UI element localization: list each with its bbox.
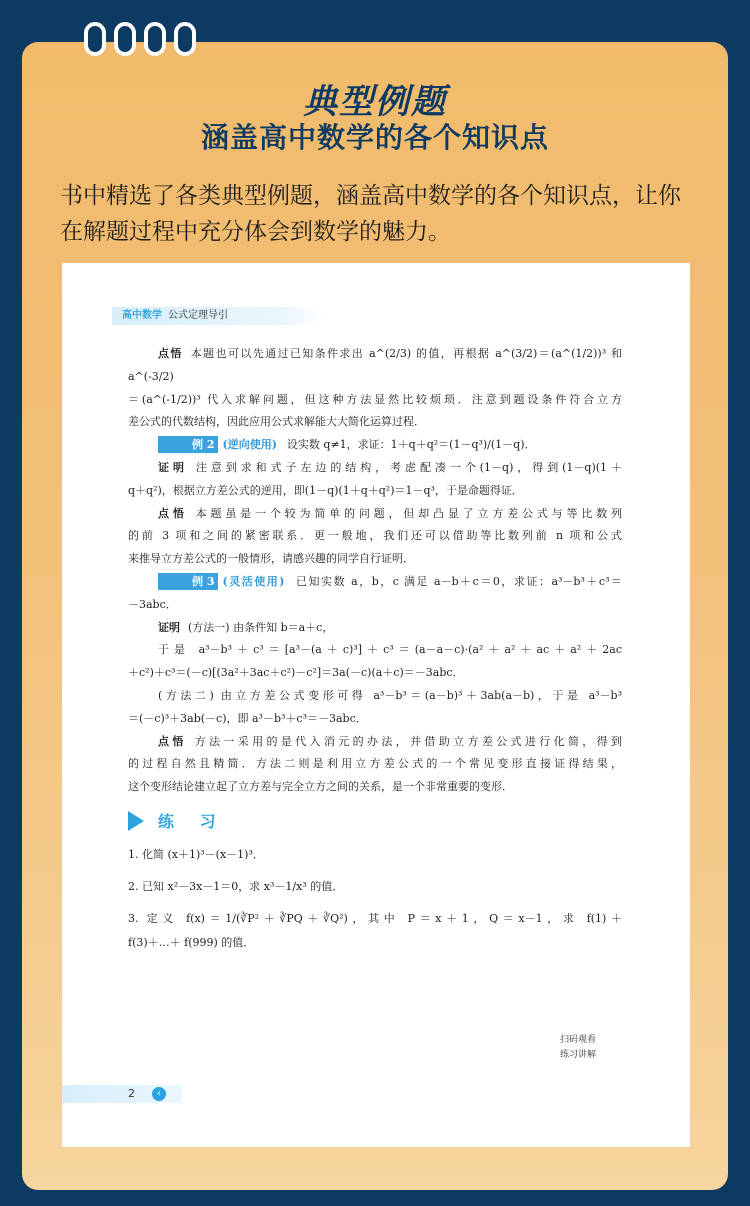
headline: 典型例题 (303, 82, 447, 122)
text-line: 的前 3 项和之间的紧密联系．更一般地，我们还可以借助等比数列前 n 项和公式 (128, 529, 622, 543)
example-2: 例 2 (逆向使用) 设实数 q≠1，求证：1＋q＋q²＝(1－q³)/(1－q)． (128, 434, 622, 457)
book-page (62, 263, 690, 1147)
practice-item: f(3)＋…＋ f(999) 的值． (128, 936, 255, 949)
chevron-left-icon: ‹ (152, 1087, 166, 1101)
text-line: 来推导立方差公式的一般情形，请感兴趣的同学自行证明． (128, 552, 414, 566)
text-line: q＋q²)，根据立方差公式的逆用，即(1－q)(1＋q＋q²)＝1－q³，于是命题得证． (128, 483, 523, 497)
ring-icon (114, 22, 136, 56)
text-line: ＝(－c)³＋3ab(－c)，即 a³－b³＋c³＝－3abc． (128, 711, 367, 725)
subhead: 涵盖高中数学的各个知识点 (200, 121, 549, 154)
example-tag: (灵活使用) (222, 574, 285, 588)
keyword: 证明 (158, 460, 188, 474)
ring-icon (84, 22, 106, 56)
text-line: ＝(a^(-1/2))³ 代入求解问题，但这种方法显然比较烦琐．注意到题设条件符合立方 (128, 392, 622, 406)
binder-rings (84, 22, 196, 56)
practice-list (128, 843, 622, 963)
ring-icon (144, 22, 166, 56)
practice-item: 1. 化简 (x＋1)³－(x－1)³． (128, 848, 264, 861)
text-line: 这个变形结论建立起了立方差与完全立方之间的关系，是一个非常重要的变形． (128, 780, 513, 794)
page-number: 2 (128, 1087, 135, 1100)
keyword: 点悟 (158, 734, 187, 748)
example-label: 例 3 (158, 573, 218, 590)
scan-hint: 扫码观看 练习讲解 (560, 1035, 597, 1060)
text-line: 证明 (方法一) 由条件知 b＝a＋c， (158, 620, 334, 634)
keyword: 证明 (158, 620, 180, 634)
ring-icon (174, 22, 196, 56)
example-tag: (逆向使用) (222, 438, 277, 452)
keyword: 点悟 (158, 347, 183, 360)
page-body (128, 343, 622, 799)
practice-item: 3. 定义 f(x)＝1/(∛P²＋∛PQ＋∛Q²)，其中 P＝x＋1，Q＝x－1，求 f(1)＋ (128, 912, 622, 925)
text-line: 点悟 本题虽是一个较为简单的问题，但却凸显了立方差公式与等比数列 (158, 506, 623, 520)
running-head (112, 307, 324, 325)
practice-title: 练 习 (128, 809, 226, 832)
text-line: 的过程自然且精简．方法二则是利用立方差公式的一个常见变形直接证得结果， (128, 757, 622, 771)
text-line: 点悟 方法一采用的是代入消元的办法，并借助立方差公式进行化简，得到 (158, 734, 623, 748)
text-line: 于是 a³－b³＋c³＝[a³－(a＋c)³]＋c³＝(a－a－c)·(a²＋a²＋ac＋a²＋2ac (158, 643, 622, 657)
text-line: 点悟 本题也可以先通过已知条件求出 a^(2/3) 的值，再根据 a^(3/2)＝(a^(1/2))³ 和 a^(-3/2) (128, 347, 622, 383)
text-line: －3abc． (128, 597, 177, 611)
text-line: 差公式的代数结构，因此应用公式求解能大大简化运算过程． (128, 415, 425, 429)
running-title: 公式定理导引 (168, 310, 228, 321)
text-line: 证明 注意到求和式子左边的结构，考虑配凑一个(1－q)，得到(1－q)(1＋ (158, 460, 622, 474)
text-line: (方法二) 由立方差公式变形可得 a³－b³＝(a－b)³＋3ab(a－b)，于是 a³－b³ (158, 688, 622, 702)
example-label: 例 2 (158, 436, 218, 453)
brand-logo: 高中数学 (122, 310, 162, 321)
keyword: 点悟 (158, 506, 188, 520)
text-line: ＋c²)＋c³＝(－c)[(3a²＋3ac＋c²)－c²]＝3a(－c)(a＋c)＝－3abc． (128, 666, 464, 680)
triangle-icon (128, 811, 144, 831)
example-3: 例 3 (灵活使用) 已知实数 a，b，c 满足 a－b＋c＝0，求证：a³－b³＋c³＝ (128, 571, 622, 594)
intro-text: 书中精选了各类典型例题，涵盖高中数学的各个知识点，让你在解题过程中充分体会到数学的魅力。 (60, 183, 681, 245)
practice-item: 2. 已知 x²－3x－1＝0，求 x³－1/x³ 的值． (128, 880, 344, 893)
